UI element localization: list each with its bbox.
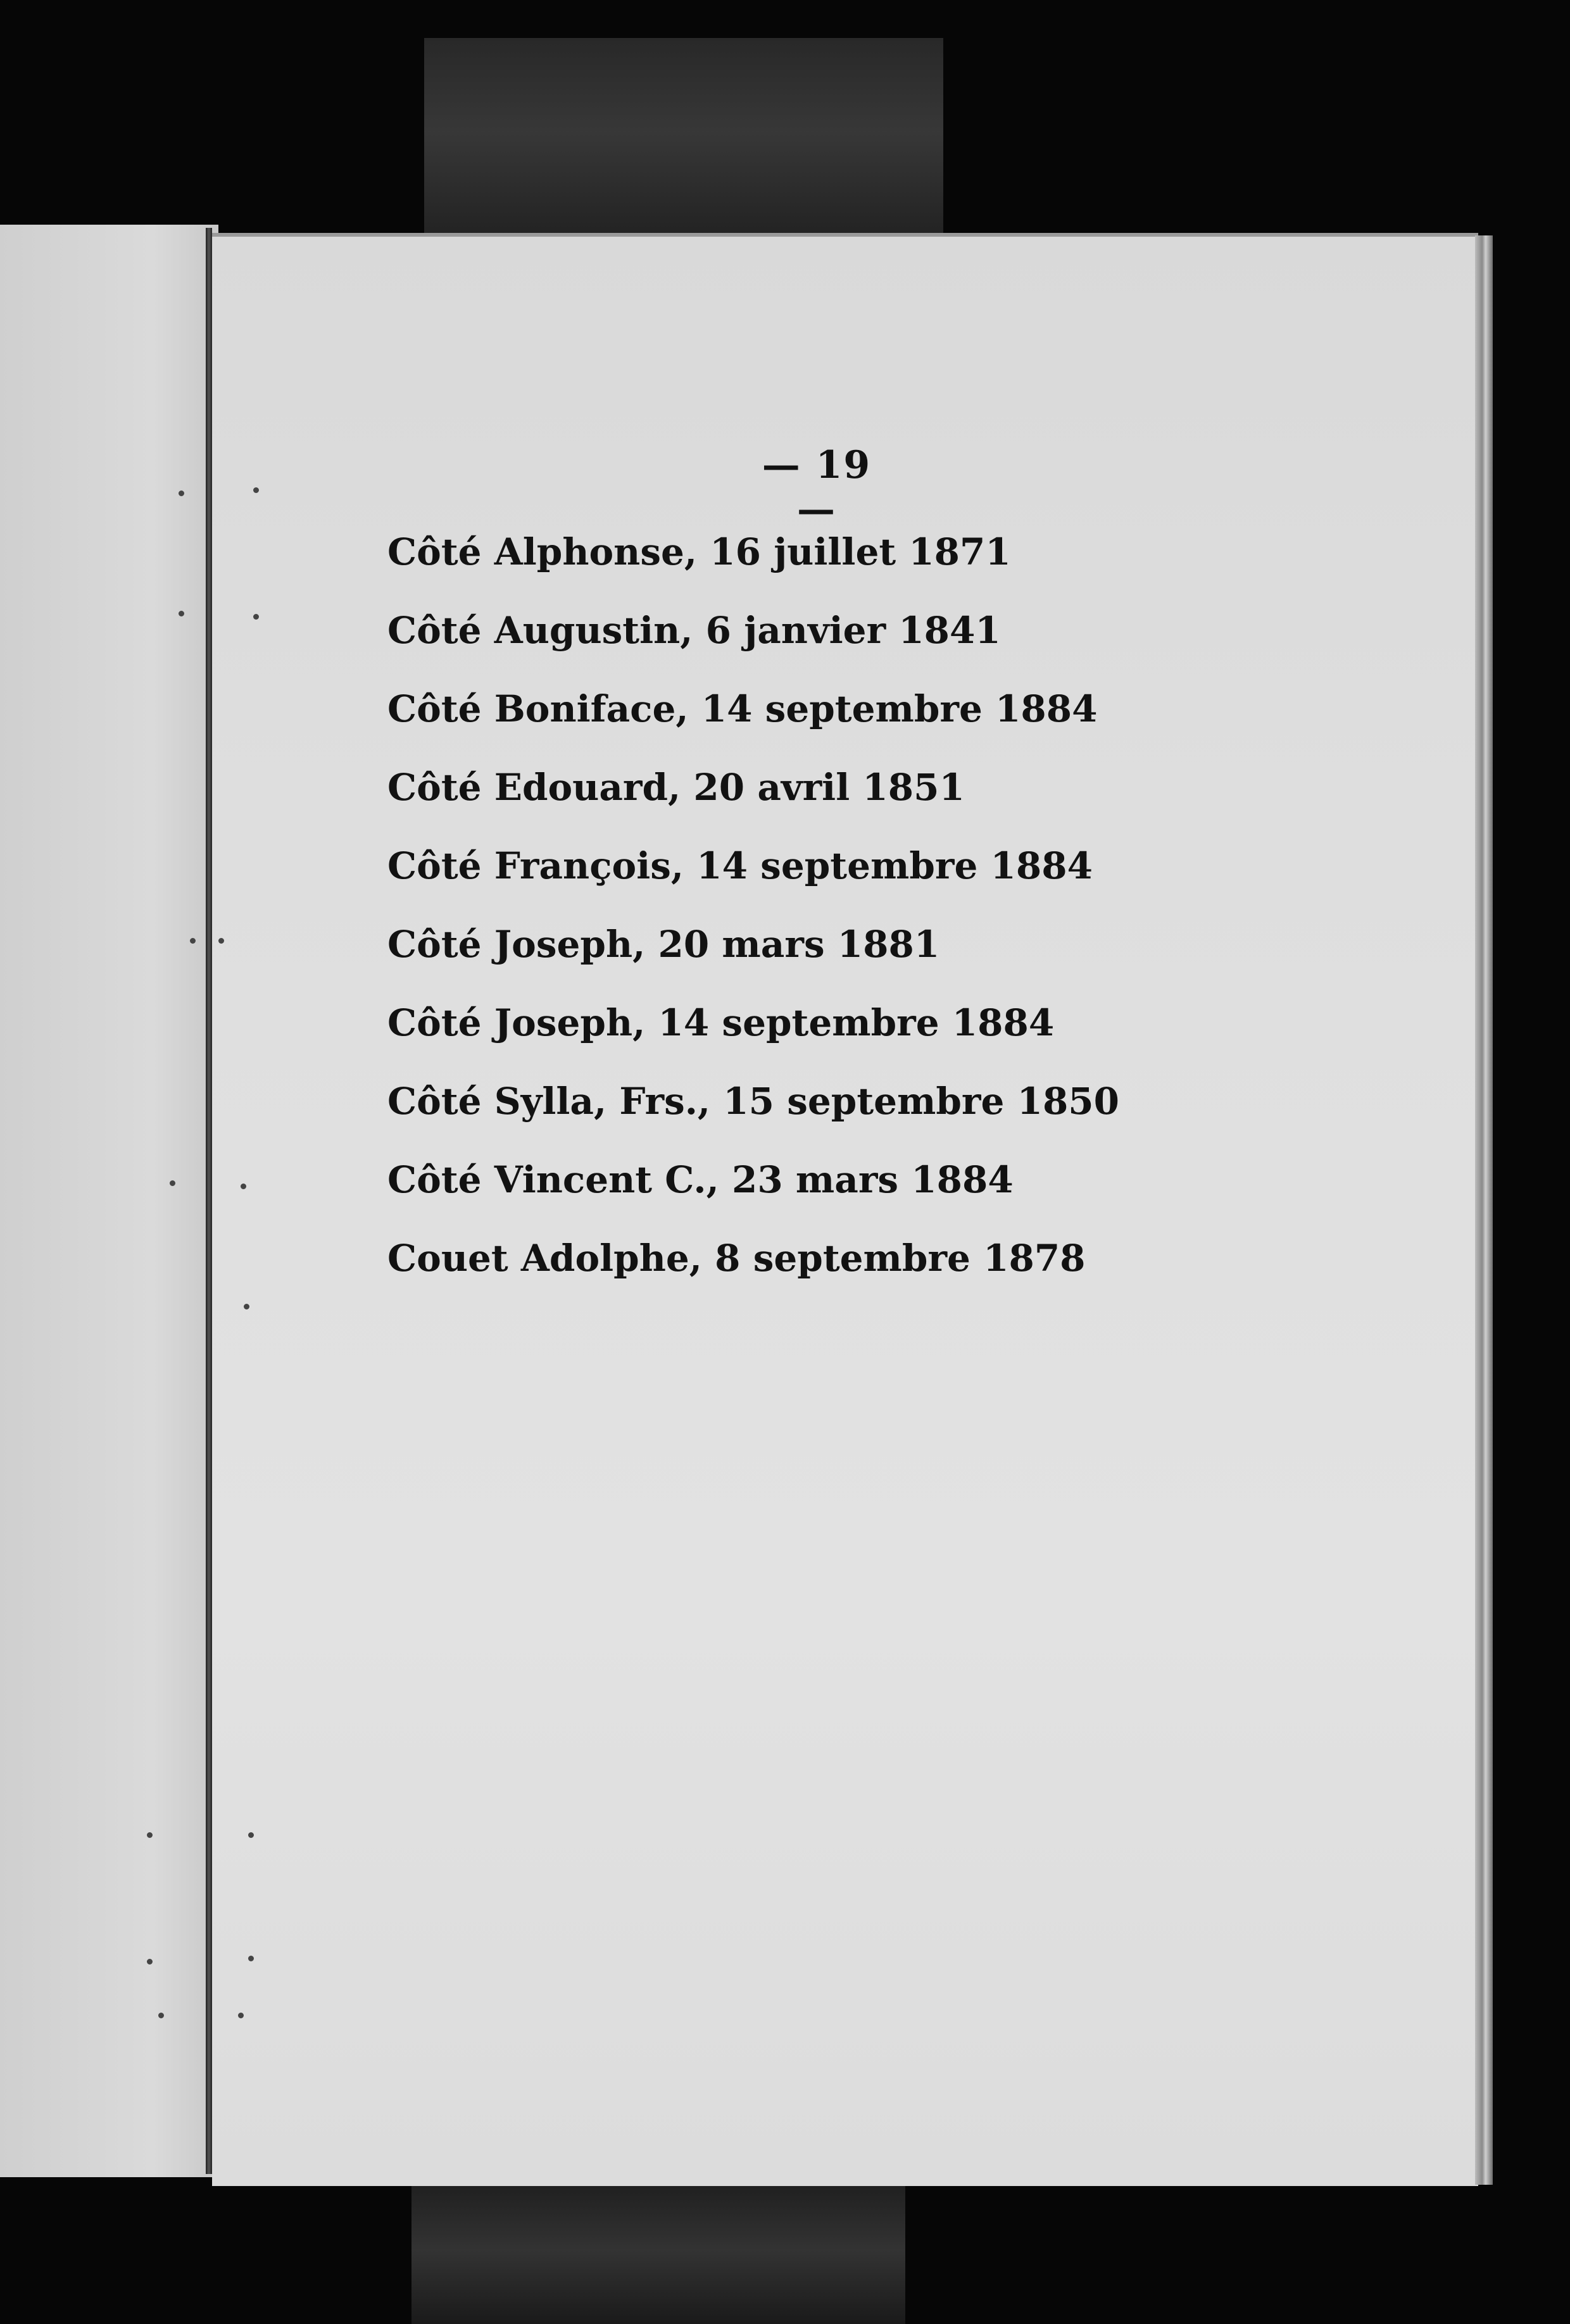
list-item: Côté Edouard, 20 avril 1851 [387,766,965,809]
list-item: Côté François, 14 septembre 1884 [387,844,1093,887]
binding-hole [248,1832,254,1838]
binding-hole [253,614,259,620]
page-number: — 19 — [762,443,872,532]
tape-strip-bottom [411,2177,905,2324]
binding-hole [244,1304,249,1309]
binding-hole [147,1959,153,1965]
binding-hole [179,490,184,496]
binding-hole [241,1184,246,1189]
binding-hole [253,487,259,493]
list-item: Côté Joseph, 14 septembre 1884 [387,1001,1055,1044]
tape-strip-top [424,38,943,247]
page-right-edge [1475,235,1493,2185]
binding-hole [218,938,224,944]
entry-list [387,513,1432,1297]
binding-hole [158,2013,164,2018]
binding-hole [147,1832,153,1838]
book-gutter [206,228,212,2174]
list-item: Côté Augustin, 6 janvier 1841 [387,609,1001,652]
list-item: Côté Alphonse, 16 juillet 1871 [387,530,1011,573]
list-item: Côté Vincent C., 23 mars 1884 [387,1158,1014,1201]
binding-hole [238,2013,244,2018]
binding-hole [190,938,196,944]
binding-hole [170,1180,175,1186]
list-item: Côté Sylla, Frs., 15 septembre 1850 [387,1080,1120,1123]
previous-page-edge [0,225,218,2177]
binding-hole [248,1956,254,1961]
list-item: Couet Adolphe, 8 septembre 1878 [387,1237,1086,1280]
binding-hole [179,611,184,616]
list-item: Côté Boniface, 14 septembre 1884 [387,687,1098,730]
list-item: Côté Joseph, 20 mars 1881 [387,923,940,966]
